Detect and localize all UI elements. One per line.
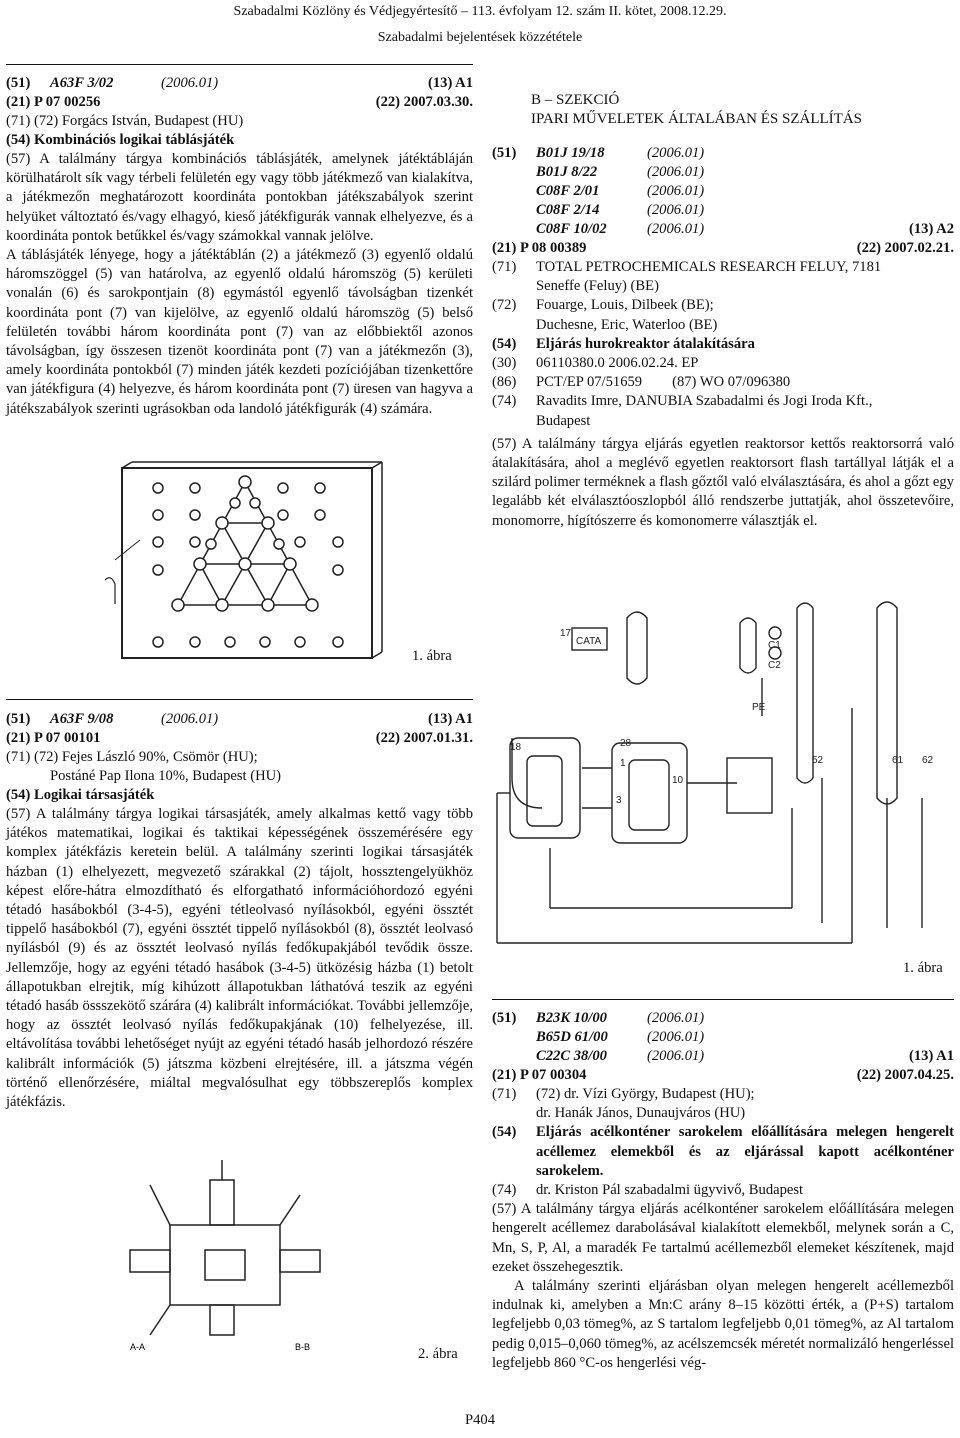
ipc-date: (2006.01)	[161, 75, 219, 91]
label-62: 62	[922, 755, 934, 766]
ipc-date: (2006.01)	[647, 183, 705, 199]
abstract-continued: A táblásjáték lényege, hogy a játéktáblán (2) a játékmező (3) egyenlő oldalú háromszöggel (5) van határolva, az egyenlő oldalú háromszög (5) kerületi vonalán (6) és sarokpontjain (8) egymástól egyenlő távolságban tizenkét koordináta pont (7) van kijelölve, az egyenlő oldalú háromszög (5) belső felületén további három koordináta pont (7) van az előbbiektől azonos távolságban, így összesen tizenöt koordináta pont (7) van a játékmezőn (3), amely koordináta pontokból (7) minden játék kezdeti pozíciójában tizenkettőre van játékfigura (4) helyezve, és három koordináta pont (7) üresen van hagyva a játékszabályok szerinti ugrásokban oda landoló játékfigurák (4) számára.	[6, 247, 473, 417]
ipc-class: B01J 19/18	[536, 145, 605, 161]
application-number: (21) P 07 00256	[6, 94, 101, 110]
ipc-class: A63F 3/02	[50, 75, 114, 91]
section-label-b: B-B	[295, 1342, 311, 1352]
abstract: (57) A találmány tárgya logikai társasjáték, amely alkalmas kettő vagy több játékos matematikai, logikai és taktikai képességének összemérésére egy komplex játékfázis keretein belül. A találmány szerinti logikai társasjáték házban (1) elhelyezett, megvezető szárakkal (2) tájolt, hossztengelyükhöz képest előre-hátra elmozdítható és elforgatható információhordozó egyéni tétadó hasábokból (3-4-5), egyéni tétleolvasó nyílásokból, egyéni össztét tippelő hasábokból (7), egyéni össztét tippelő nyílásokból (8), össztét leolvasó nyílásból (9) és az össztét leolvasó nyílás fedőkupakjából tevődik össze. Jellemzője, hogy az egyéni tétadó hasábok (3-4-5) ütközésig házba (1) betolt állapotukban elrejtik, míg kihúzott állapotukban láthatóvá teszik az egyéni tétadó hasáb össszekötő szárára (4) kalibrált információkat. További jellemzője, hogy az össztét leolvasó nyílás fedőkupakjának (10) felhelyezése, ill. eltávolítása további lehetőséget nyújt az egyéni tétadó hasáb jelhordozó részére kalibrált információk (5) játszma közbeni elrejtésére, ill. a játszma végén történő ellenőrzésére, miáltal megvalósulhat egy többszereplős komplex játékfázis.	[6, 806, 473, 1111]
field-code: (74)	[492, 1182, 517, 1199]
ipc-date: (2006.01)	[647, 202, 705, 218]
title-block	[492, 1123, 954, 1181]
applicant: TOTAL PETROCHEMICALS RESEARCH FELUY, 7181	[536, 259, 882, 275]
section-subtitle: IPARI MŰVELETEK ÁLTALÁBAN ÉS SZÁLLÍTÁS	[531, 111, 863, 128]
kind-code: (13) A1	[428, 75, 473, 91]
section-title-block	[531, 91, 951, 129]
applicant: (71) (72) Forgács István, Budapest (HU)	[6, 113, 244, 129]
ipc-class: C22C 38/00	[536, 1048, 607, 1064]
attorney: Ravadits Imre, DANUBIA Szabadalmi és Jogi Iroda Kft.,	[536, 393, 873, 410]
figure-caption: 1. ábra	[412, 648, 452, 664]
field-code: (72)	[492, 297, 517, 314]
label-28: 28	[620, 738, 632, 749]
inventors-block	[492, 296, 954, 334]
title-block	[492, 335, 954, 354]
ipc-date: (2006.01)	[647, 221, 705, 237]
label-52: 52	[812, 755, 824, 766]
figure-box-device	[110, 1155, 360, 1360]
ipc-class: B01J 8/22	[536, 164, 598, 180]
priority-block	[492, 354, 954, 373]
journal-header: Szabadalmi Közlöny és Védjegyértesítő – 113. évfolyam 12. szám II. kötet, 2008.12.29.	[233, 4, 727, 19]
entry-b01j-19-18	[492, 144, 954, 531]
filing-date: (22) 2007.01.31.	[375, 730, 473, 746]
figure-caption: 1. ábra	[903, 960, 943, 976]
field-code: (54)	[492, 1124, 517, 1141]
entry-b23k-10-00	[492, 1009, 954, 1373]
application-number: (21) P 08 00389	[492, 240, 587, 256]
filing-date: (22) 2007.02.21.	[856, 240, 954, 256]
application-number: (21) P 07 00304	[492, 1067, 587, 1083]
divider	[6, 699, 473, 700]
ipc-class: B65D 61/00	[536, 1029, 608, 1045]
inventor: Fouarge, Louis, Dilbeek (BE);	[536, 297, 714, 314]
section-header: Szabadalmi bejelentések közzététele	[377, 30, 583, 45]
label-3: 3	[616, 795, 622, 806]
ipc-class: C08F 10/02	[536, 221, 607, 237]
applicant: (71) (72) Fejes László 90%, Csömör (HU);	[6, 749, 258, 765]
figure-loop-reactor	[492, 598, 952, 960]
entry-a63f-9-08	[6, 710, 473, 1112]
figure-caption: 2. ábra	[418, 1346, 458, 1362]
inventor: Duchesne, Eric, Waterloo (BE)	[536, 316, 718, 333]
kind-code: (13) A1	[909, 1048, 954, 1064]
filing-date: (22) 2007.04.25.	[856, 1067, 954, 1083]
title: (54) Kombinációs logikai táblásjáték	[6, 132, 235, 148]
divider	[6, 64, 473, 65]
label-c1: C1	[768, 640, 781, 651]
ipc-date: (2006.01)	[647, 164, 705, 180]
label-61: 61	[892, 755, 904, 766]
field-code: (71)	[492, 1086, 517, 1102]
field-51-code: (51)	[6, 711, 31, 727]
attorney-block	[492, 392, 954, 430]
field-code: (74)	[492, 393, 517, 410]
title: Eljárás hurokreaktor átalakítására	[536, 335, 755, 352]
figure-game-board	[100, 460, 400, 665]
field-code: (71)	[492, 259, 517, 275]
applicant-continued: Seneffe (Feluy) (BE)	[536, 278, 659, 295]
label-1: 1	[620, 758, 626, 769]
ipc-class: C08F 2/01	[536, 183, 600, 199]
application-number: (21) P 07 00101	[6, 730, 101, 746]
ipc-date: (2006.01)	[647, 145, 705, 161]
ipc-date: (2006.01)	[161, 711, 219, 727]
abstract: (57) A találmány tárgya eljárás acélkonténer sarokelem előállítására melegen hengerelt acéllemez darabolásával kialakított elemekből, melynek során a C, Mn, S, P, Al, a maradék Fe tartalmú acéllemezből elemeket készítenek, majd ezeket összehegesztik.	[492, 1201, 954, 1275]
label-cata: CATA	[576, 636, 602, 647]
abstract: (57) A találmány tárgya kombinációs táblásjáték, amelynek játéktábláján körülhatárolt sík vagy térbeli felületén egy vagy több játékmező van kialakítva, a játékmezőn meghatározott koordináta pontokban játékszabályok szerint helyüket változtató és/vagy elhagyó, kieső játékfigurák vannak elhelyezve, és a koordináta pontok betűkkel és/vagy számokkal vannak jelölve.	[6, 151, 473, 244]
pct-number: PCT/EP 07/51659	[536, 374, 643, 391]
applicant: (72) dr. Vízi György, Budapest (HU);	[536, 1086, 755, 1102]
priority: 06110380.0 2006.02.24. EP	[536, 355, 699, 372]
title: (54) Logikai társasjáték	[6, 787, 155, 803]
label-17: 17	[560, 628, 572, 639]
label-18: 18	[510, 742, 522, 753]
ipc-class: A63F 9/08	[50, 711, 114, 727]
label-10: 10	[672, 775, 684, 786]
field-51-code: (51)	[6, 75, 31, 91]
field-51-code: (51)	[492, 145, 517, 161]
abstract-continued: A találmány szerinti eljárásban olyan melegen hengerelt acéllemezből indulnak ki, amelyben a Mn:C arány 8–15 közötti érték, a (P+S) tartalom legfeljebb 0,03 tömeg%, az S tartalom legfeljebb 0,01 tömeg%, az Al tartalom pedig 0,015–0,060 tömeg%, az acélszemcsék méretét normalizáló hengerléssel legfeljebb 860 °C-os hengerlési vég-	[492, 1278, 954, 1371]
applicant-continued: Postáné Pap Ilona 10%, Budapest (HU)	[50, 768, 282, 784]
attorney: dr. Kriston Pál szabadalmi ügyvivő, Budapest	[536, 1182, 804, 1199]
applicant-continued: dr. Hanák János, Dunaujváros (HU)	[536, 1105, 746, 1122]
entry-a63f-3-02	[6, 74, 473, 419]
field-51-code: (51)	[492, 1010, 517, 1026]
ipc-class: B23K 10/00	[536, 1010, 607, 1026]
applicant-block	[492, 1085, 954, 1123]
ipc-class: C08F 2/14	[536, 202, 600, 218]
section-title: B – SZEKCIÓ	[531, 92, 620, 108]
label-c2: C2	[768, 660, 781, 671]
ipc-date: (2006.01)	[647, 1029, 705, 1045]
attorney-block	[492, 1181, 954, 1200]
title: Eljárás acélkonténer sarokelem előállítására melegen hengerelt acéllemez elemekből és az eljárással kapott acélkonténer sarokelem.	[536, 1124, 954, 1179]
field-code: (54)	[492, 335, 517, 352]
page-number: P404	[464, 1412, 495, 1428]
wo-number: (87) WO 07/096380	[672, 374, 791, 391]
section-label-a: A-A	[130, 1342, 146, 1352]
divider	[492, 999, 954, 1000]
filing-date: (22) 2007.03.30.	[375, 94, 473, 110]
field-code: (30)	[492, 355, 517, 372]
attorney-continued: Budapest	[536, 412, 591, 429]
ipc-date: (2006.01)	[647, 1010, 705, 1026]
pct-block	[492, 373, 954, 392]
kind-code: (13) A1	[428, 711, 473, 727]
field-code: (86)	[492, 374, 517, 391]
label-pe: PE	[752, 702, 766, 713]
applicant-block	[492, 258, 954, 296]
kind-code: (13) A2	[909, 221, 954, 237]
ipc-date: (2006.01)	[647, 1048, 705, 1064]
abstract: (57) A találmány tárgya eljárás egyetlen reaktorsor kettős reaktorsorrá való átalakítására, ahol a meglévő egyetlen reaktorsort flash tartállyal látják el a szilárd polimer terméknek a flash gőztől való elválasztására, és ahol a gőzt egy legalább két elválasztóoszlopból álló rendszerbe juttatják, ahol összetevőire, monomorre, hígítószerre és komonomerre választják el.	[492, 435, 954, 529]
